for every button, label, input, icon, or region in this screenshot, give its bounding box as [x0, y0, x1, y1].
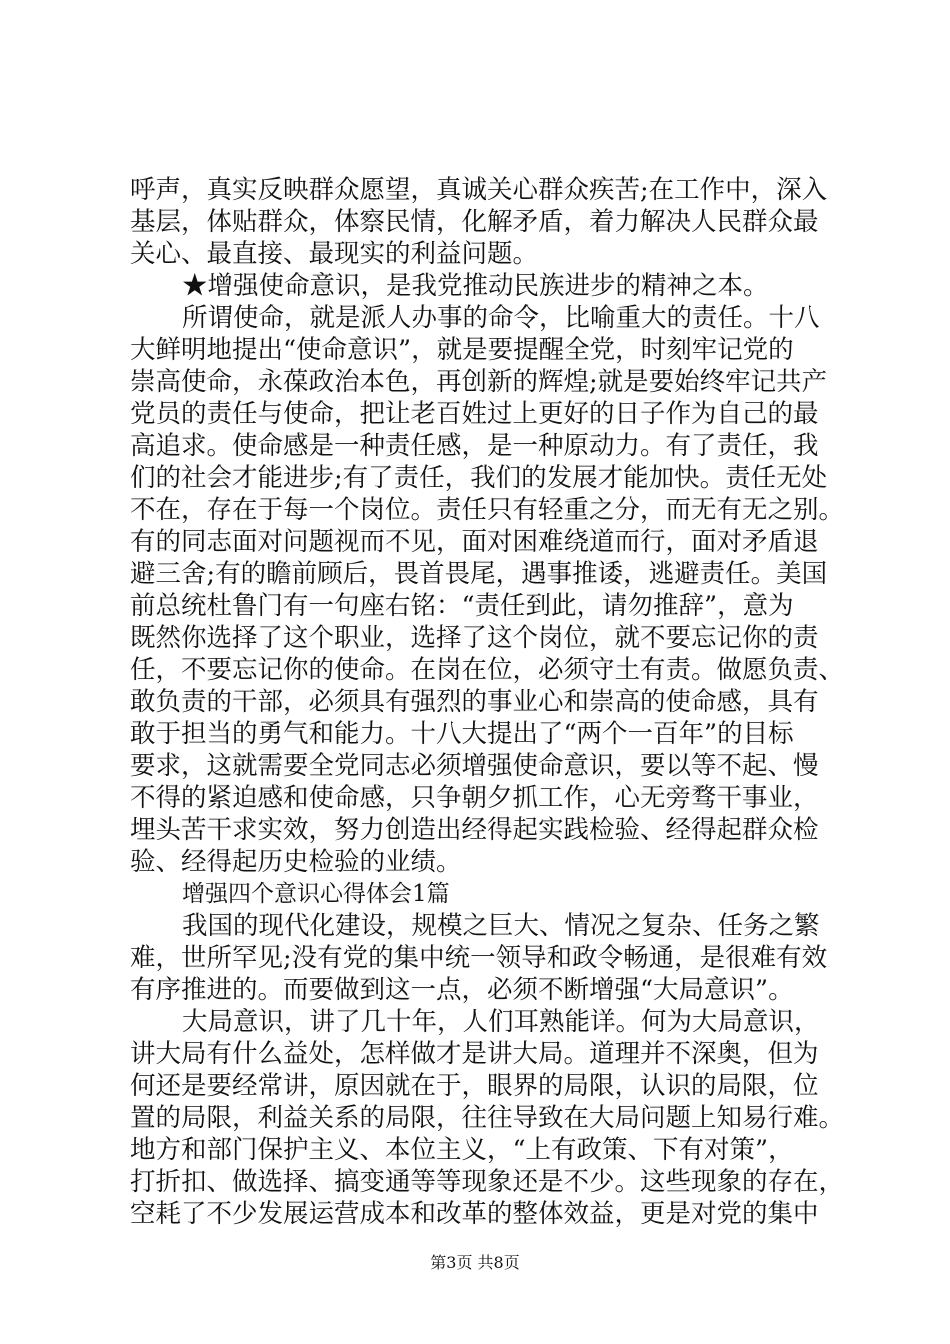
- page-footer: 第3页 共8页: [430, 1253, 520, 1272]
- text-line: 敢负责的干部，必须具有强烈的事业心和崇高的使命感，具有: [130, 687, 819, 717]
- text-line: 避三舍;有的瞻前顾后，畏首畏尾，遇事推诿，逃避责任。美国: [130, 559, 828, 589]
- text-line: 高追求。使命感是一种责任感，是一种原动力。有了责任，我: [130, 431, 819, 461]
- text-line: 崇高使命，永葆政治本色，再创新的辉煌;就是要始终牢记共产: [130, 367, 828, 397]
- text-line: 地方和部门保护主义、本位主义，“上有政策、下有对策”，: [130, 1135, 794, 1165]
- text-line: 不得的紧迫感和使命感，只争朝夕抓工作，心无旁骛干事业，: [130, 783, 819, 813]
- text-line: 关心、最直接、最现实的利益问题。: [130, 239, 539, 269]
- text-line: 呼声，真实反映群众愿望，真诚关心群众疾苦;在工作中，深入: [130, 175, 828, 205]
- text-line: 难，世所罕见;没有党的集中统一领导和政令畅通，是很难有效: [130, 943, 828, 973]
- text-line: 我国的现代化建设，规模之巨大、情况之复杂、任务之繁: [182, 911, 820, 941]
- text-line: 们的社会才能进步;有了责任，我们的发展才能加快。责任无处: [130, 463, 828, 493]
- text-line: 既然你选择了这个职业，选择了这个岗位，就不要忘记你的责: [130, 623, 819, 653]
- text-line: 验、经得起历史检验的业绩。: [130, 847, 462, 877]
- document-body: [130, 174, 845, 1230]
- text-line: 空耗了不少发展运营成本和改革的整体效益，更是对党的集中: [130, 1199, 819, 1229]
- text-line: 大鲜明地提出“使命意识”，就是要提醒全党，时刻牢记党的: [130, 335, 794, 365]
- text-line: 敢于担当的勇气和能力。十八大提出了“两个一百年”的目标: [130, 719, 794, 749]
- text-line: 有序推进的。而要做到这一点，必须不断增强“大局意识”。: [130, 975, 794, 1005]
- section-heading: 增强四个意识心得体会1篇: [182, 881, 450, 907]
- text-line: 讲大局有什么益处，怎样做才是讲大局。道理并不深奥，但为: [130, 1039, 819, 1069]
- text-line: 基层，体贴群众，体察民情，化解矛盾，着力解决人民群众最: [130, 207, 819, 237]
- text-line: 党员的责任与使命，把让老百姓过上更好的日子作为自己的最: [130, 399, 819, 429]
- text-line: 置的局限，利益关系的局限，往往导致在大局问题上知易行难。: [130, 1103, 845, 1133]
- text-line: 埋头苦干求实效，努力创造出经得起实践检验、经得起群众检: [130, 815, 819, 845]
- text-line: 何还是要经常讲，原因就在于，眼界的局限，认识的局限，位: [130, 1071, 819, 1101]
- text-line: 有的同志面对问题视而不见，面对困难绕道而行，面对矛盾退: [130, 527, 819, 557]
- text-line: 打折扣、做选择、搞变通等等现象还是不少。这些现象的存在，: [130, 1167, 845, 1197]
- text-line: 前总统杜鲁门有一句座右铭：“责任到此，请勿推辞”，意为: [130, 591, 794, 621]
- text-line: 任，不要忘记你的使命。在岗在位，必须守土有责。做愿负责、: [130, 655, 845, 685]
- text-line: ★增强使命意识，是我党推动民族进步的精神之本。: [182, 271, 769, 301]
- text-line: 所谓使命，就是派人办事的命令，比喻重大的责任。十八: [182, 303, 820, 333]
- text-line: 大局意识，讲了几十年，人们耳熟能详。何为大局意识，: [182, 1007, 820, 1037]
- text-line: 要求，这就需要全党同志必须增强使命意识，要以等不起、慢: [130, 751, 819, 781]
- text-line: 不在，存在于每一个岗位。责任只有轻重之分，而无有无之别。: [130, 495, 845, 525]
